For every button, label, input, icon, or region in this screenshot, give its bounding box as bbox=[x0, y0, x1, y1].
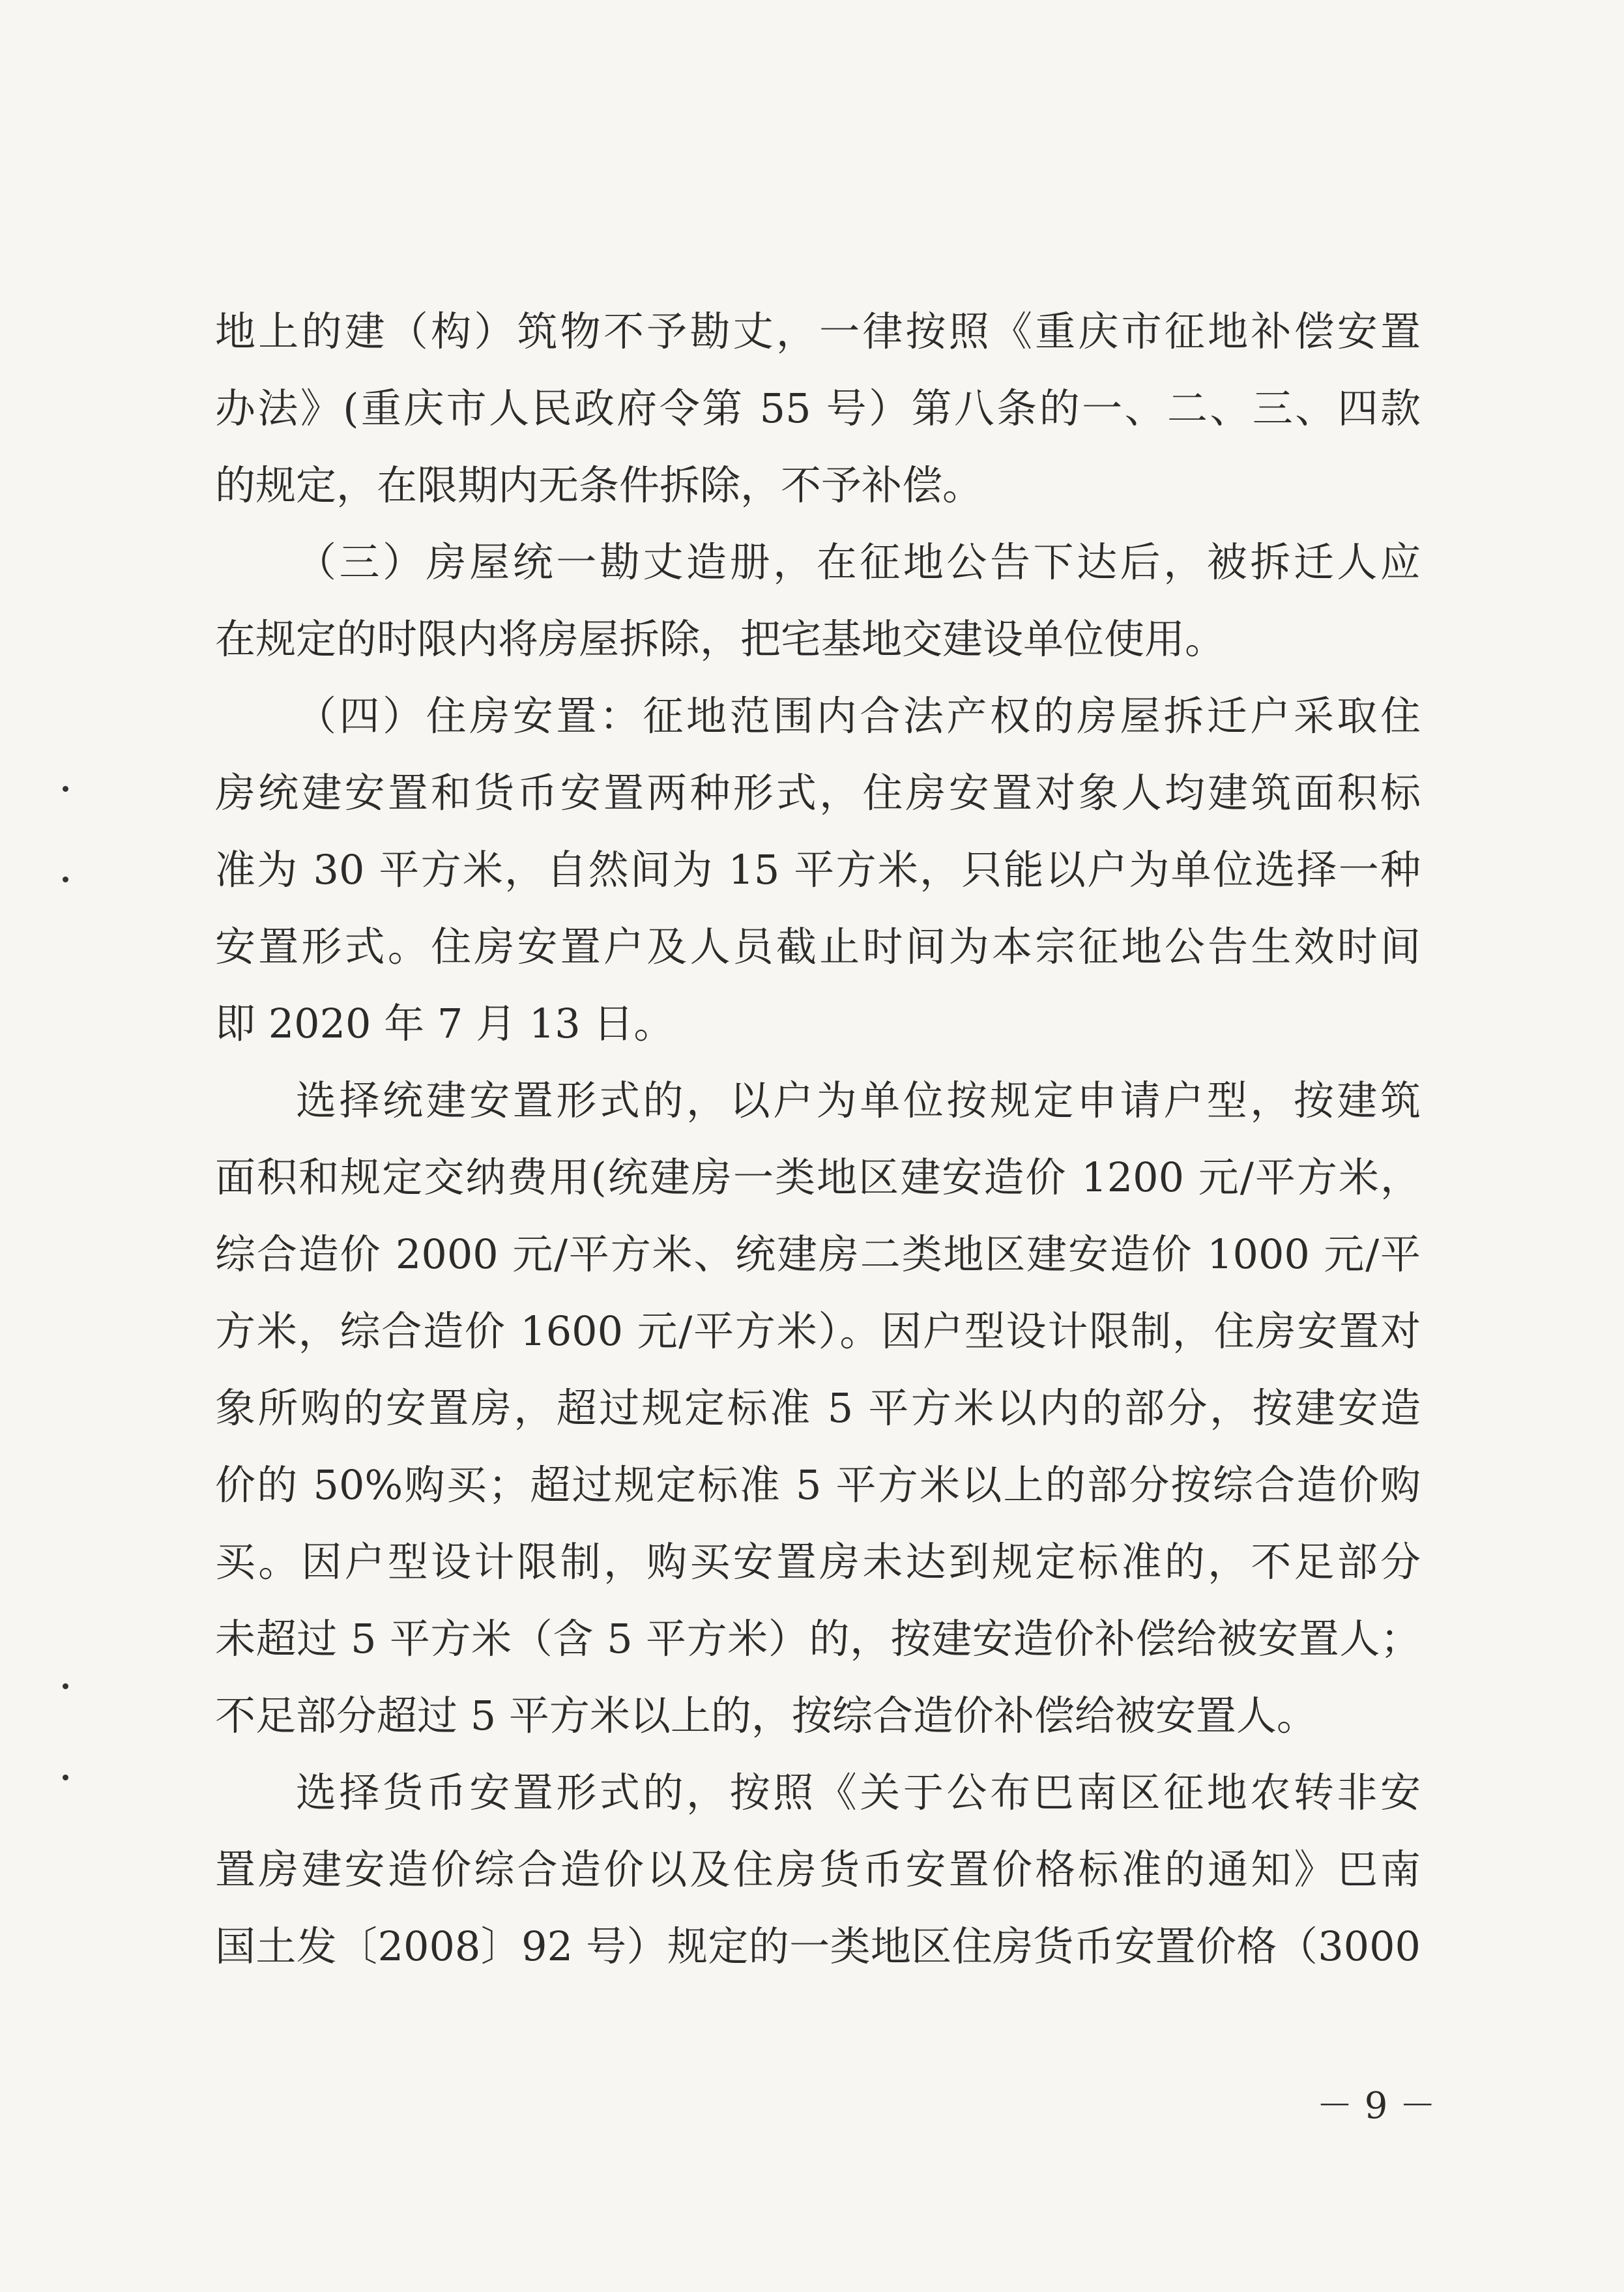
text-line: 办法》(重庆市人民政府令第 55 号）第八条的一、二、三、四款 bbox=[215, 384, 1421, 432]
paragraph-start-line: 选择货币安置形式的，按照《关于公布巴南区征地农转非安 bbox=[296, 1769, 1421, 1816]
text-line: 安置形式。住房安置户及人员截止时间为本宗征地公告生效时间 bbox=[215, 923, 1421, 970]
text-line: 方米，综合造价 1600 元/平方米）。因户型设计限制，住房安置对 bbox=[215, 1307, 1421, 1355]
text-line: 综合造价 2000 元/平方米、统建房二类地区建安造价 1000 元/平 bbox=[215, 1230, 1421, 1278]
text-line: 未超过 5 平方米（含 5 平方米）的，按建安造价补偿给被安置人； bbox=[215, 1615, 1421, 1662]
paragraph-start-line: （三）房屋统一勘丈造册，在征地公告下达后，被拆迁人应 bbox=[296, 538, 1421, 586]
body-text bbox=[215, 293, 1421, 1985]
scan-mark bbox=[63, 1683, 68, 1689]
text-line: 面积和规定交纳费用(统建房一类地区建安造价 1200 元/平方米， bbox=[215, 1153, 1421, 1201]
paragraph-start-line: 选择统建安置形式的，以户为单位按规定申请户型，按建筑 bbox=[296, 1077, 1421, 1124]
text-line: 国土发〔2008〕92 号）规定的一类地区住房货币安置价格（3000 bbox=[215, 1922, 1421, 1970]
text-line: 房统建安置和货币安置两种形式，住房安置对象人均建筑面积标 bbox=[215, 769, 1421, 817]
text-line: 不足部分超过 5 平方米以上的，按综合造价补偿给被安置人。 bbox=[215, 1692, 1317, 1739]
text-line: 地上的建（构）筑物不予勘丈，一律按照《重庆市征地补偿安置 bbox=[215, 308, 1421, 355]
scan-mark bbox=[63, 786, 68, 792]
text-line: 象所购的安置房，超过规定标准 5 平方米以内的部分，按建安造 bbox=[215, 1384, 1421, 1432]
text-line: 的规定，在限期内无条件拆除，不予补偿。 bbox=[215, 461, 983, 509]
page-number: － 9 － bbox=[1316, 2085, 1436, 2127]
paragraph-start-line: （四）住房安置：征地范围内合法产权的房屋拆迁户采取住 bbox=[296, 692, 1421, 740]
text-line: 在规定的时限内将房屋拆除，把宅基地交建设单位使用。 bbox=[215, 615, 1226, 663]
scan-mark bbox=[63, 877, 68, 882]
scan-mark bbox=[63, 1775, 68, 1780]
text-line: 准为 30 平方米，自然间为 15 平方米，只能以户为单位选择一种 bbox=[215, 846, 1421, 893]
text-line: 买。因户型设计限制，购买安置房未达到规定标准的，不足部分 bbox=[215, 1538, 1421, 1586]
text-line: 价的 50%购买；超过规定标准 5 平方米以上的部分按综合造价购 bbox=[215, 1461, 1421, 1509]
text-line: 即 2020 年 7 月 13 日。 bbox=[215, 1000, 674, 1047]
text-line: 置房建安造价综合造价以及住房货币安置价格标准的通知》巴南 bbox=[215, 1846, 1421, 1893]
